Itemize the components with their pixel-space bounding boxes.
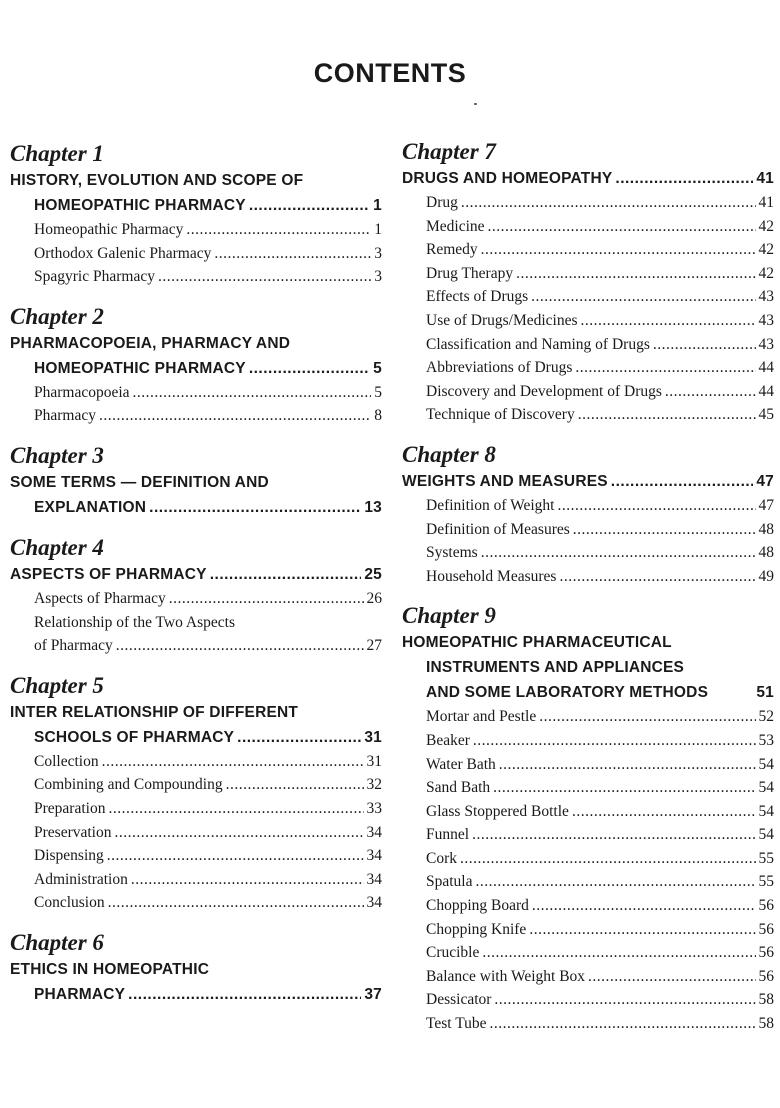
dot-leader bbox=[107, 844, 364, 868]
section-entry bbox=[426, 1012, 774, 1036]
dot-leader bbox=[99, 404, 371, 428]
chapter-block bbox=[402, 138, 774, 427]
entry-title: Preservation bbox=[34, 823, 112, 841]
chapter-heading-line: HISTORY, EVOLUTION AND SCOPE OF bbox=[10, 172, 304, 189]
chapter-heading-row bbox=[10, 356, 382, 381]
entry-title: Homeopathic Pharmacy bbox=[34, 221, 184, 238]
chapter-heading-row bbox=[10, 982, 382, 1007]
entry-title: Use of Drugs/Medicines bbox=[426, 311, 578, 329]
section-list bbox=[10, 750, 382, 915]
page-number: 43 bbox=[758, 311, 774, 329]
entry-title: Spatula bbox=[426, 873, 473, 891]
chapter-heading bbox=[10, 470, 382, 520]
chapter-heading-row bbox=[10, 725, 382, 750]
chapter-label: Chapter 3 bbox=[10, 442, 104, 468]
chapter-heading-line: INSTRUMENTS AND APPLIANCES bbox=[426, 659, 685, 677]
page-number: 58 bbox=[758, 991, 774, 1009]
entry-title: Conclusion bbox=[34, 894, 105, 912]
entry-title: Definition of Weight bbox=[426, 496, 555, 514]
section-entry bbox=[34, 797, 382, 821]
entry-title: Crucible bbox=[426, 944, 480, 962]
section-entry bbox=[426, 800, 774, 824]
chapter-heading-row bbox=[10, 495, 382, 520]
entry-title: Beaker bbox=[426, 731, 470, 749]
chapter-block bbox=[10, 303, 382, 428]
section-entry bbox=[426, 494, 774, 518]
entry-title: Household Measures bbox=[426, 567, 557, 585]
page-number: 27 bbox=[366, 637, 382, 655]
section-entry bbox=[34, 891, 382, 915]
section-entry bbox=[426, 847, 774, 871]
dot-leader bbox=[131, 868, 364, 892]
entry-title: Dessicator bbox=[426, 991, 492, 1009]
page-number: 43 bbox=[758, 335, 774, 353]
entry-title: Technique of Discovery bbox=[426, 406, 575, 424]
chapter-heading bbox=[10, 700, 382, 750]
chapter-label: Chapter 7 bbox=[402, 139, 496, 164]
chapter-label: Chapter 8 bbox=[402, 441, 496, 467]
chapter-heading-line: HOMEOPATHIC PHARMACEUTICAL bbox=[402, 634, 672, 652]
section-entry bbox=[426, 941, 774, 965]
entry-title: Test Tube bbox=[426, 1015, 487, 1033]
section-entry bbox=[426, 988, 774, 1012]
chapter-heading-line: ETHICS IN HOMEOPATHIC bbox=[10, 960, 210, 978]
page-number: 49 bbox=[758, 567, 774, 585]
chapter-heading bbox=[10, 562, 382, 587]
dot-leader bbox=[531, 285, 755, 309]
entry-title: Spagyric Pharmacy bbox=[34, 268, 155, 286]
page-number: 37 bbox=[364, 985, 382, 1003]
chapter-label: Chapter 1 bbox=[10, 141, 104, 166]
entry-title: Mortar and Pestle bbox=[426, 708, 537, 726]
dot-leader bbox=[532, 894, 756, 918]
section-title-line: Relationship of the Two Aspects bbox=[34, 613, 235, 631]
dot-leader bbox=[572, 800, 756, 824]
page-number: 47 bbox=[758, 496, 774, 514]
dot-leader bbox=[588, 965, 755, 989]
section-entry bbox=[34, 773, 382, 797]
entry-title: DRUGS AND HOMEOPATHY bbox=[402, 170, 613, 187]
chapter-heading bbox=[10, 957, 382, 1007]
page-number: 55 bbox=[758, 849, 774, 867]
chapter-block bbox=[402, 441, 774, 588]
chapter-heading-row bbox=[402, 166, 774, 191]
dot-leader bbox=[102, 750, 364, 774]
section-list bbox=[10, 381, 382, 428]
page-number: 5 bbox=[374, 383, 382, 401]
page-number: 42 bbox=[758, 264, 774, 282]
chapter-block bbox=[10, 534, 382, 658]
chapter-block bbox=[402, 602, 774, 1035]
dot-leader bbox=[665, 380, 756, 404]
page-number: 54 bbox=[758, 826, 774, 844]
chapter-heading bbox=[10, 168, 382, 218]
dot-leader bbox=[539, 705, 755, 729]
dot-leader bbox=[237, 725, 361, 750]
dot-leader bbox=[481, 238, 756, 262]
page-number: 54 bbox=[758, 755, 774, 773]
page-number: 53 bbox=[758, 731, 774, 749]
chapter-label: Chapter 9 bbox=[402, 603, 496, 629]
page-number: 42 bbox=[758, 217, 774, 235]
dot-leader bbox=[149, 495, 361, 520]
dot-leader bbox=[108, 797, 363, 821]
section-entry bbox=[34, 381, 382, 405]
section-entry bbox=[34, 821, 382, 845]
entry-title: Discovery and Development of Drugs bbox=[426, 382, 662, 400]
dot-leader bbox=[490, 1012, 756, 1036]
page-number: 54 bbox=[758, 779, 774, 797]
page-number: 34 bbox=[366, 894, 382, 912]
section-entry bbox=[426, 356, 774, 380]
entry-title: HOMEOPATHIC PHARMACY bbox=[34, 359, 246, 377]
dot-leader bbox=[573, 518, 756, 542]
page-number: 56 bbox=[758, 897, 774, 915]
dot-leader bbox=[128, 982, 361, 1007]
dot-leader bbox=[472, 823, 755, 847]
entry-title: AND SOME LABORATORY METHODS bbox=[426, 684, 709, 702]
dot-leader bbox=[133, 381, 372, 405]
entry-title: Drug bbox=[426, 194, 458, 211]
print-speck bbox=[474, 103, 477, 105]
chapter-heading bbox=[402, 166, 774, 191]
dot-leader bbox=[581, 309, 756, 333]
section-entry bbox=[426, 285, 774, 309]
section-entry bbox=[34, 218, 382, 242]
page-title: CONTENTS bbox=[313, 58, 467, 88]
dot-leader bbox=[186, 218, 371, 242]
entry-title: WEIGHTS AND MEASURES bbox=[402, 472, 608, 490]
section-entry bbox=[426, 380, 774, 404]
entry-title: Medicine bbox=[426, 217, 485, 235]
page-number: 42 bbox=[758, 241, 774, 259]
dot-leader bbox=[499, 753, 756, 777]
chapter-block bbox=[10, 140, 382, 289]
dot-leader bbox=[516, 262, 755, 286]
dot-leader bbox=[557, 494, 755, 518]
section-entry bbox=[426, 238, 774, 262]
section-entry bbox=[34, 587, 382, 611]
chapter-heading bbox=[402, 469, 774, 494]
page-number: 3 bbox=[374, 244, 382, 262]
chapter-heading-line: INTER RELATIONSHIP OF DIFFERENT bbox=[10, 703, 299, 721]
page-number: 58 bbox=[758, 1015, 774, 1033]
dot-leader bbox=[214, 242, 371, 266]
section-list bbox=[402, 494, 774, 588]
section-entry bbox=[426, 965, 774, 989]
section-entry bbox=[426, 565, 774, 589]
page-number: 26 bbox=[366, 589, 382, 607]
page-number: 45 bbox=[758, 406, 774, 424]
section-entry bbox=[34, 634, 382, 658]
page-number: 54 bbox=[758, 802, 774, 820]
page-number: 1 bbox=[374, 221, 382, 238]
page-number: 3 bbox=[374, 268, 382, 286]
dot-leader bbox=[210, 562, 362, 587]
chapter-heading-row bbox=[10, 193, 382, 218]
entry-title: of Pharmacy bbox=[34, 637, 113, 655]
dot-leader bbox=[461, 191, 756, 215]
entry-title: Funnel bbox=[426, 826, 470, 844]
section-list bbox=[402, 705, 774, 1035]
page-number: 51 bbox=[756, 684, 774, 702]
section-entry bbox=[426, 191, 774, 215]
section-entry bbox=[426, 870, 774, 894]
chapter-heading-row bbox=[10, 562, 382, 587]
dot-leader bbox=[108, 891, 364, 915]
entry-title: SCHOOLS OF PHARMACY bbox=[34, 728, 235, 746]
entry-title: Aspects of Pharmacy bbox=[34, 589, 166, 607]
dot-leader bbox=[578, 403, 756, 427]
section-entry bbox=[426, 753, 774, 777]
entry-title: Orthodox Galenic Pharmacy bbox=[34, 244, 212, 262]
entry-title: Administration bbox=[34, 870, 128, 888]
chapter-label: Chapter 2 bbox=[10, 303, 104, 329]
page-number: 5 bbox=[373, 359, 382, 377]
page-number: 41 bbox=[756, 170, 774, 187]
section-entry bbox=[426, 729, 774, 753]
dot-leader bbox=[494, 988, 755, 1012]
page-number: 44 bbox=[758, 382, 774, 400]
page-number: 33 bbox=[366, 799, 382, 817]
contents-column-right bbox=[402, 138, 774, 1050]
chapter-heading-line: SOME TERMS — DEFINITION AND bbox=[10, 473, 269, 491]
page-number: 44 bbox=[758, 359, 774, 377]
entry-title: Chopping Knife bbox=[426, 920, 527, 938]
section-entry bbox=[34, 844, 382, 868]
entry-title: Effects of Drugs bbox=[426, 288, 529, 306]
page-number: 34 bbox=[366, 847, 382, 865]
page-number: 34 bbox=[366, 823, 382, 841]
chapter-heading-row bbox=[402, 680, 774, 705]
section-entry bbox=[426, 705, 774, 729]
entry-title: HOMEOPATHIC PHARMACY bbox=[34, 197, 246, 214]
entry-title: Water Bath bbox=[426, 755, 496, 773]
dot-leader bbox=[158, 265, 371, 289]
chapter-heading bbox=[10, 331, 382, 381]
entry-title: Sand Bath bbox=[426, 779, 491, 797]
page-number: 47 bbox=[756, 472, 774, 490]
entry-title: Pharmacopoeia bbox=[34, 383, 130, 401]
dot-leader bbox=[249, 193, 370, 218]
entry-title: Combining and Compounding bbox=[34, 776, 223, 794]
entry-title: Glass Stoppered Bottle bbox=[426, 802, 569, 820]
page-number: 56 bbox=[758, 944, 774, 962]
section-list bbox=[10, 218, 382, 289]
dot-leader bbox=[493, 776, 755, 800]
dot-leader bbox=[529, 918, 755, 942]
entry-title: Pharmacy bbox=[34, 407, 96, 425]
page-number: 8 bbox=[374, 407, 382, 425]
section-entry bbox=[426, 333, 774, 357]
page-number: 56 bbox=[758, 967, 774, 985]
entry-title: Definition of Measures bbox=[426, 520, 570, 538]
section-entry bbox=[426, 823, 774, 847]
chapter-heading bbox=[402, 630, 774, 705]
entry-title: Abbreviations of Drugs bbox=[426, 359, 573, 377]
entry-title: Drug Therapy bbox=[426, 264, 514, 282]
chapter-heading-row bbox=[402, 469, 774, 494]
entry-title: Remedy bbox=[426, 241, 478, 259]
section-entry bbox=[34, 404, 382, 428]
dot-leader bbox=[611, 469, 754, 494]
dot-leader bbox=[460, 847, 756, 871]
entry-title: Dispensing bbox=[34, 847, 104, 865]
section-entry bbox=[426, 776, 774, 800]
page-number: 32 bbox=[366, 776, 382, 794]
entry-title: Classification and Naming of Drugs bbox=[426, 335, 650, 353]
dot-leader bbox=[488, 215, 756, 239]
chapter-block bbox=[10, 929, 382, 1007]
page-number: 56 bbox=[758, 920, 774, 938]
page-number: 48 bbox=[758, 520, 774, 538]
page-number: 43 bbox=[758, 288, 774, 306]
page-number: 52 bbox=[758, 708, 774, 726]
contents-column-left bbox=[10, 140, 382, 1021]
dot-leader bbox=[116, 634, 364, 658]
entry-title: ASPECTS OF PHARMACY bbox=[10, 565, 207, 583]
section-entry bbox=[426, 215, 774, 239]
page-number: 55 bbox=[758, 873, 774, 891]
chapter-block bbox=[10, 442, 382, 520]
dot-leader bbox=[481, 541, 756, 565]
page-number: 34 bbox=[366, 870, 382, 888]
dot-leader bbox=[482, 941, 755, 965]
section-entry bbox=[34, 868, 382, 892]
section-entry bbox=[34, 750, 382, 774]
page-number: 25 bbox=[364, 565, 382, 583]
page-number: 48 bbox=[758, 544, 774, 562]
section-entry bbox=[426, 541, 774, 565]
entry-title: Cork bbox=[426, 849, 457, 867]
entry-title: Balance with Weight Box bbox=[426, 967, 586, 985]
dot-leader bbox=[575, 356, 755, 380]
dot-leader bbox=[169, 587, 364, 611]
entry-title: Chopping Board bbox=[426, 897, 529, 915]
entry-title: Preparation bbox=[34, 799, 106, 817]
dot-leader bbox=[473, 729, 756, 753]
page-number: 41 bbox=[758, 194, 774, 211]
dot-leader bbox=[249, 356, 370, 381]
section-entry bbox=[426, 403, 774, 427]
chapter-label: Chapter 4 bbox=[10, 534, 104, 560]
page-number: 31 bbox=[366, 752, 382, 770]
page-number: 1 bbox=[373, 197, 382, 214]
entry-title: Collection bbox=[34, 752, 99, 770]
dot-leader bbox=[615, 166, 753, 191]
entry-title: PHARMACY bbox=[34, 985, 126, 1003]
section-entry bbox=[426, 518, 774, 542]
section-entry bbox=[426, 262, 774, 286]
entry-title: EXPLANATION bbox=[34, 498, 147, 516]
chapter-label: Chapter 5 bbox=[10, 672, 104, 698]
entry-title: Systems bbox=[426, 544, 478, 562]
section-entry bbox=[426, 918, 774, 942]
dot-leader bbox=[226, 773, 364, 797]
dot-leader bbox=[476, 870, 756, 894]
section-entry bbox=[34, 242, 382, 266]
chapter-block bbox=[10, 672, 382, 915]
section-list bbox=[402, 191, 774, 427]
page-number: 31 bbox=[364, 728, 382, 746]
section-entry bbox=[34, 265, 382, 289]
dot-leader bbox=[114, 821, 363, 845]
dot-leader bbox=[653, 333, 756, 357]
section-entry bbox=[426, 309, 774, 333]
dot-leader bbox=[559, 565, 755, 589]
section-entry bbox=[426, 894, 774, 918]
chapter-label: Chapter 6 bbox=[10, 929, 104, 955]
page-number: 13 bbox=[364, 498, 382, 516]
section-list bbox=[10, 587, 382, 658]
chapter-heading-line: PHARMACOPOEIA, PHARMACY AND bbox=[10, 334, 291, 352]
